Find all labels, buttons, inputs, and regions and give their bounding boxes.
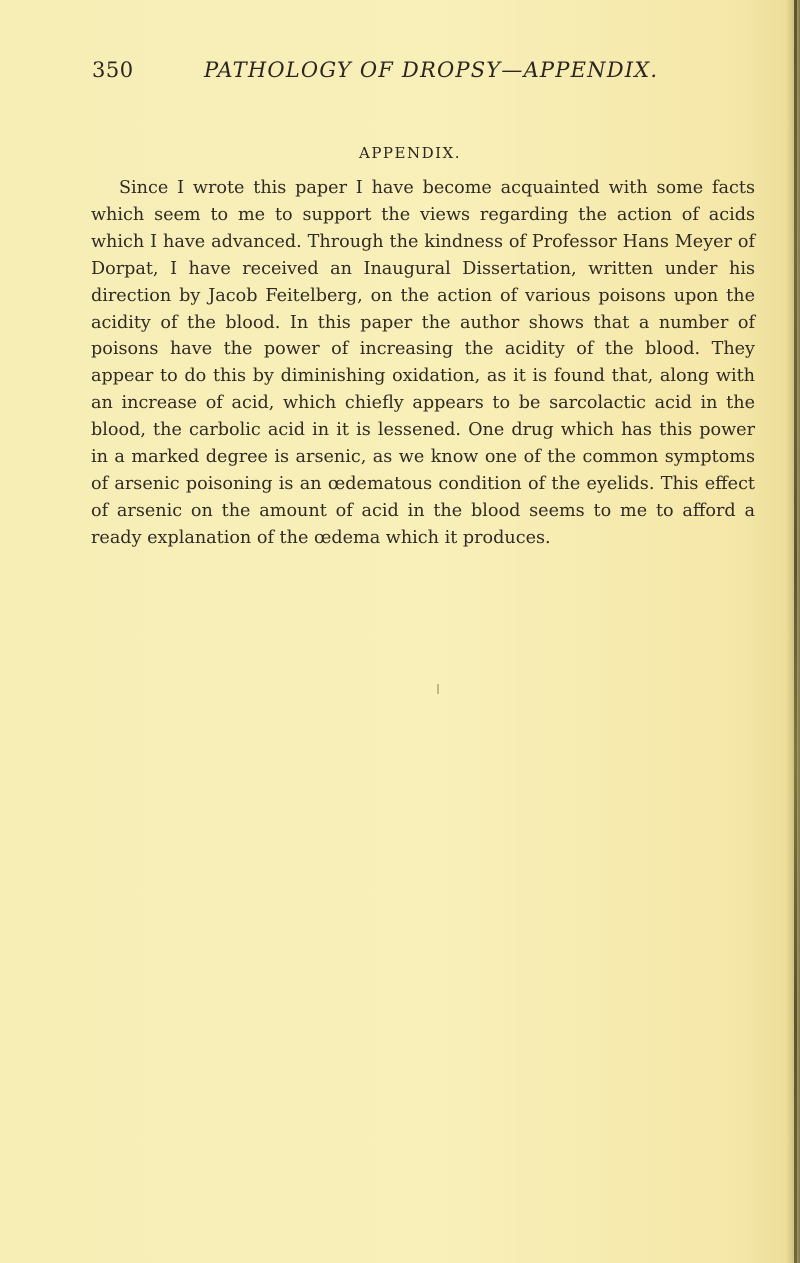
body-paragraph: Since I wrote this paper I have become acquainted with some facts which seem to me to support the views regarding the action of acids which I have advanced. Through the kindness of Professor Hans Meyer of Dorpat, I have received an Inaugural Dissertation, written under his direction by Jacob Feitelberg, on the action of various poisons upon the acidity of the blood. In this paper the author shows that a number of poisons have the power of increasing the acidity of the blood. They appear to do this by diminishing oxidation, as it is found that, along with an increase of acid, which chiefly appears to be sarcolactic acid in the blood, the carbolic acid in it is lessened. One drug which has this power in a marked degree is arsenic, as we know one of the common symptoms of arsenic poisoning is an œdematous condition of the eyelids. This effect of arsenic on the amount of acid in the blood seems to me to afford a ready explanation of the œdema which it produces. xyxy=(91,178,755,548)
page-binding-edge xyxy=(794,0,797,1263)
section-title: APPENDIX. xyxy=(359,144,461,162)
paper-speck xyxy=(437,684,439,694)
page-edge-shadow xyxy=(786,0,800,1263)
page-number: 350 xyxy=(92,58,134,82)
running-head: PATHOLOGY OF DROPSY—APPENDIX. xyxy=(204,58,659,82)
page-header xyxy=(92,58,750,88)
